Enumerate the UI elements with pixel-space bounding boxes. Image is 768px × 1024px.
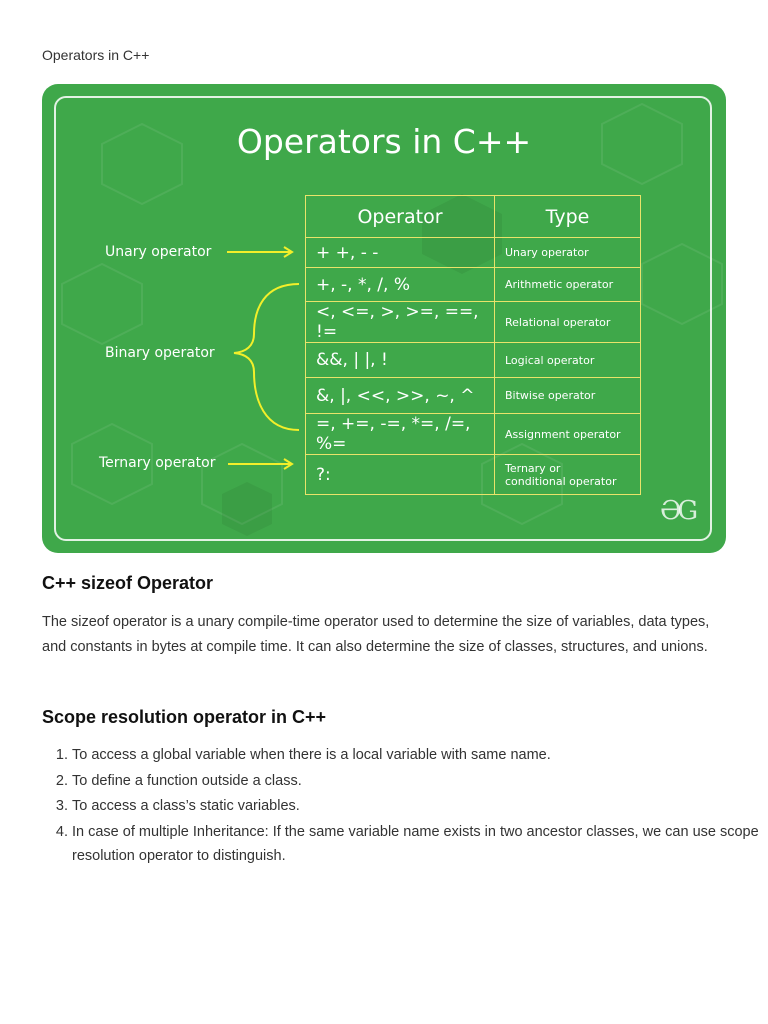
binary-brace [234, 284, 299, 430]
operator-cell: <, <=, >, >=, ==, != [306, 302, 495, 343]
ternary-label: Ternary operator [99, 455, 216, 471]
binary-label: Binary operator [105, 345, 215, 361]
sizeof-heading: C++ sizeof Operator [42, 573, 214, 593]
list-item: 2. To define a function outside a class. [72, 769, 762, 794]
operator-cell: + +, - - [306, 238, 495, 268]
type-cell: Relational operator [495, 302, 641, 343]
page-caption: Operators in C++ [42, 47, 150, 63]
sizeof-paragraph: The sizeof operator is a unary compile-time operator used to determine the size of variables, data types, and constants in bytes at compile time. It can also determine the size of classes, structures, and unions. [42, 614, 710, 655]
scope-list [42, 743, 762, 869]
operator-cell: +, -, *, /, % [306, 268, 495, 302]
scope-heading: Scope resolution operator in C++ [42, 707, 327, 727]
operator-cell: &, |, <<, >>, ~, ^ [306, 378, 495, 414]
unary-label: Unary operator [105, 244, 212, 260]
operator-cell: =, +=, -=, *=, /=, %= [306, 414, 495, 455]
operator-cell: ?: [306, 455, 495, 495]
list-item: 4. In case of multiple Inheritance: If the same variable name exists in two ancestor classes, we can use scope resolution operator to distinguish. [72, 820, 762, 869]
header-type: Type [495, 196, 641, 238]
type-cell: Arithmetic operator [495, 268, 641, 302]
list-item: 1. To access a global variable when there is a local variable with same name. [72, 743, 762, 768]
pointer-arrows [42, 84, 726, 553]
header-operator: Operator [306, 196, 495, 238]
type-cell: Assignment operator [495, 414, 641, 455]
operators-banner-image [42, 84, 726, 553]
type-cell: Logical operator [495, 343, 641, 378]
type-cell: Unary operator [495, 238, 641, 268]
type-cell: Ternary or conditional operator [495, 455, 641, 495]
banner-title: Operators in C++ [236, 122, 532, 161]
list-item: 3. To access a class’s static variables. [72, 794, 762, 819]
operator-cell: &&, | |, ! [306, 343, 495, 378]
geeksforgeeks-logo-icon: ƏG [660, 496, 695, 526]
type-cell: Bitwise operator [495, 378, 641, 414]
